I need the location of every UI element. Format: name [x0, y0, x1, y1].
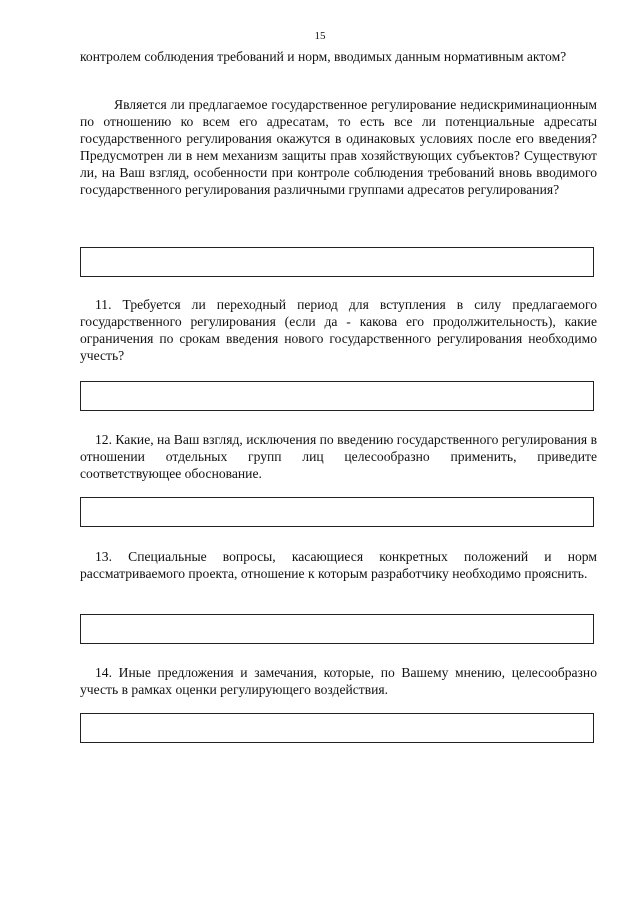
question-10-text: Является ли предлагаемое государственное регулирование недискриминационным по отношению ко всем его адресатам, то есть все ли потенциальные адресаты государственного регулирования окажутся в одинаковых условиях после его введения? Предусмотрен ли в нем механизм защиты прав хозяйствующих субъектов? Существуют ли, на Ваш взгляд, особенности при контроле соблюдения требований вновь вводимого государственного регулирования различными группами адресатов регулирования?	[80, 97, 597, 197]
answer-field-14[interactable]	[80, 713, 594, 743]
answer-field-13[interactable]	[80, 614, 594, 644]
answer-field-11[interactable]	[80, 381, 594, 411]
question-14: 14. Иные предложения и замечания, которые, по Вашему мнению, целесообразно учесть в рамках оценки регулирующего воздействия.	[80, 665, 597, 697]
answer-field-10[interactable]	[80, 247, 594, 277]
question-12: 12. Какие, на Ваш взгляд, исключения по введению государственного регулирования в отношении отдельных групп лиц целесообразно применить, приведите соответствующее обоснование.	[80, 432, 597, 481]
answer-field-12[interactable]	[80, 497, 594, 527]
question-10-continuation: контролем соблюдения требований и норм, вводимых данным нормативным актом?	[80, 49, 567, 64]
question-13: 13. Специальные вопросы, касающиеся конкретных положений и норм рассматриваемого проекта, отношение к которым разработчику необходимо прояснить.	[80, 549, 597, 581]
page-number: 15	[314, 30, 326, 42]
question-11: 11. Требуется ли переходный период для вступления в силу предлагаемого государственного регулирования (если да - какова его продолжительность), какие ограничения по срокам введения нового государственного регулирования необходимо учесть?	[80, 297, 597, 363]
